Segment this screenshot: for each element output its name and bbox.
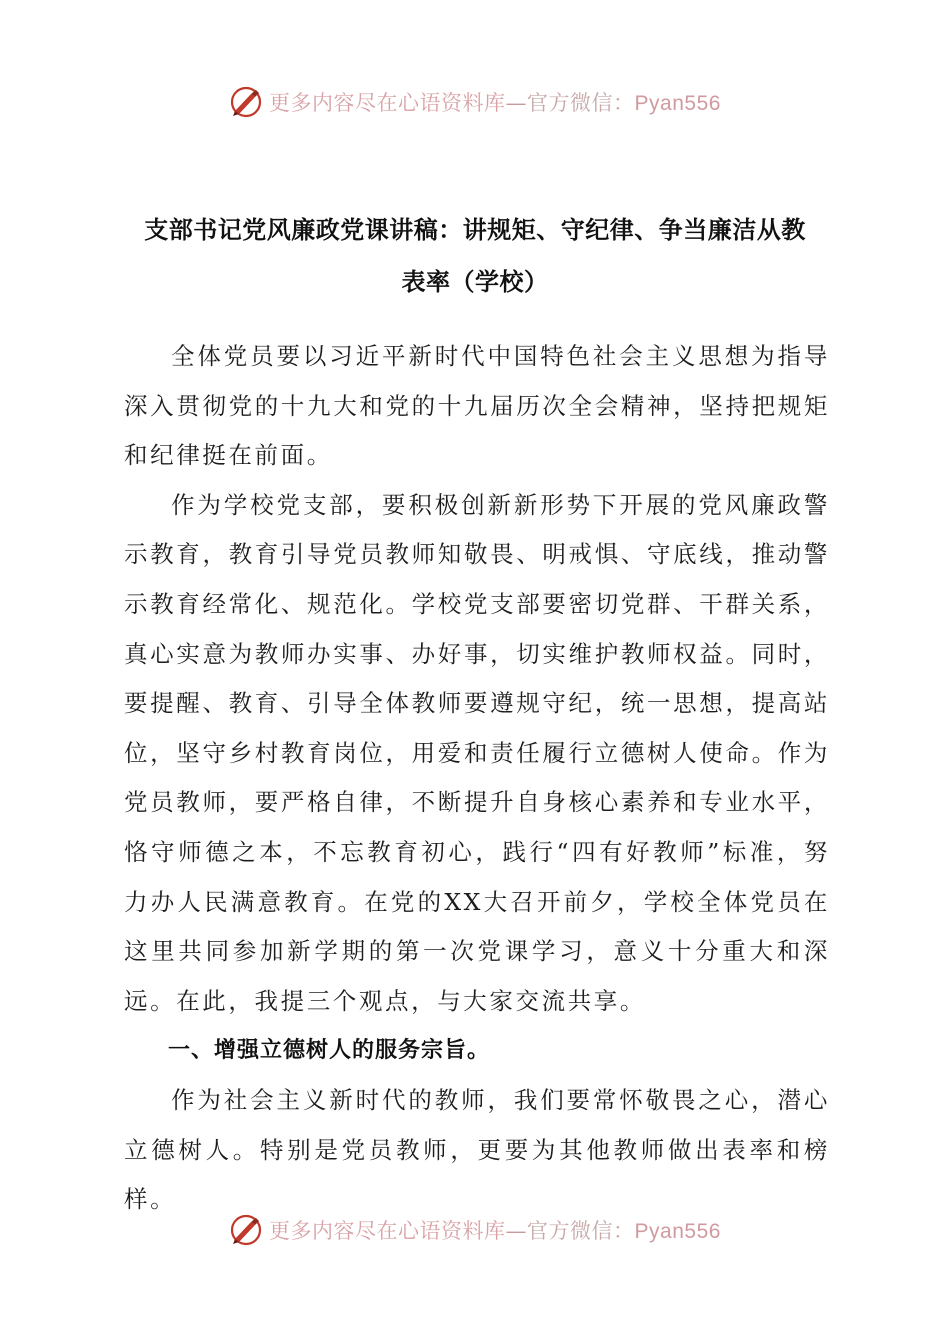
body-paragraph-2: 作为学校党支部，要积极创新新形势下开展的党风廉政警示教育，教育引导党员教师知敬畏、明戒惧、守底线，推动警示教育经常化、规范化。学校党支部要密切党群、干群关系，真心实意为教师办实事、办好事，切实维护教师权益。同时，要提醒、教育、引导全体教师要遵规守纪，统一思想，提高站位，坚守乡村教育岗位，用爱和责任履行立德树人使命。作为党员教师，要严格自律，不断提升自身核心素养和专业水平，恪守师德之本，不忘教育初心，践行“四有好教师”标准，努力办人民满意教育。在党的XX大召开前夕，学校全体党员在这里共同参加新学期的第一次党课学习，意义十分重大和深远。在此，我提三个观点，与大家交流共享。 [124,490,830,1015]
watermark-banner-bottom [0,1210,950,1250]
watermark-main-text: 更多内容尽在心语资料库 [269,91,506,115]
watermark-wechat-label: 官方微信： [527,91,635,115]
title-line-2: 表率（学校） [401,268,549,296]
body-paragraph-1: 全体党员要以习近平新时代中国特色社会主义思想为指导深入贯彻党的十九大和党的十九届历次全会精神，坚持把规矩和纪律挺在前面。 [124,342,830,470]
watermark-wechat-label: 官方微信： [527,1219,635,1243]
document-body [124,332,830,1225]
title-line-1: 支部书记党风廉政党课讲稿：讲规矩、守纪律、争当廉洁从教 [144,216,806,244]
watermark-main-text: 更多内容尽在心语资料库 [269,1219,506,1243]
watermark-banner-top [0,82,950,122]
section-paragraph-1: 作为社会主义新时代的教师，我们要常怀敬畏之心，潜心立德树人。特别是党员教师，更要为其他教师做出表率和榜样。 [124,1085,830,1214]
watermark-wechat-id: Pyan556 [634,1220,721,1243]
watermark-wechat-id: Pyan556 [634,92,721,115]
pen-logo-icon [229,1213,263,1247]
section-heading-1: 一、增强立德树人的服务宗旨。 [168,1038,491,1064]
document-title [60,204,890,308]
watermark-dash: — [505,91,528,115]
pen-logo-icon [229,85,263,119]
watermark-dash: — [505,1219,528,1243]
